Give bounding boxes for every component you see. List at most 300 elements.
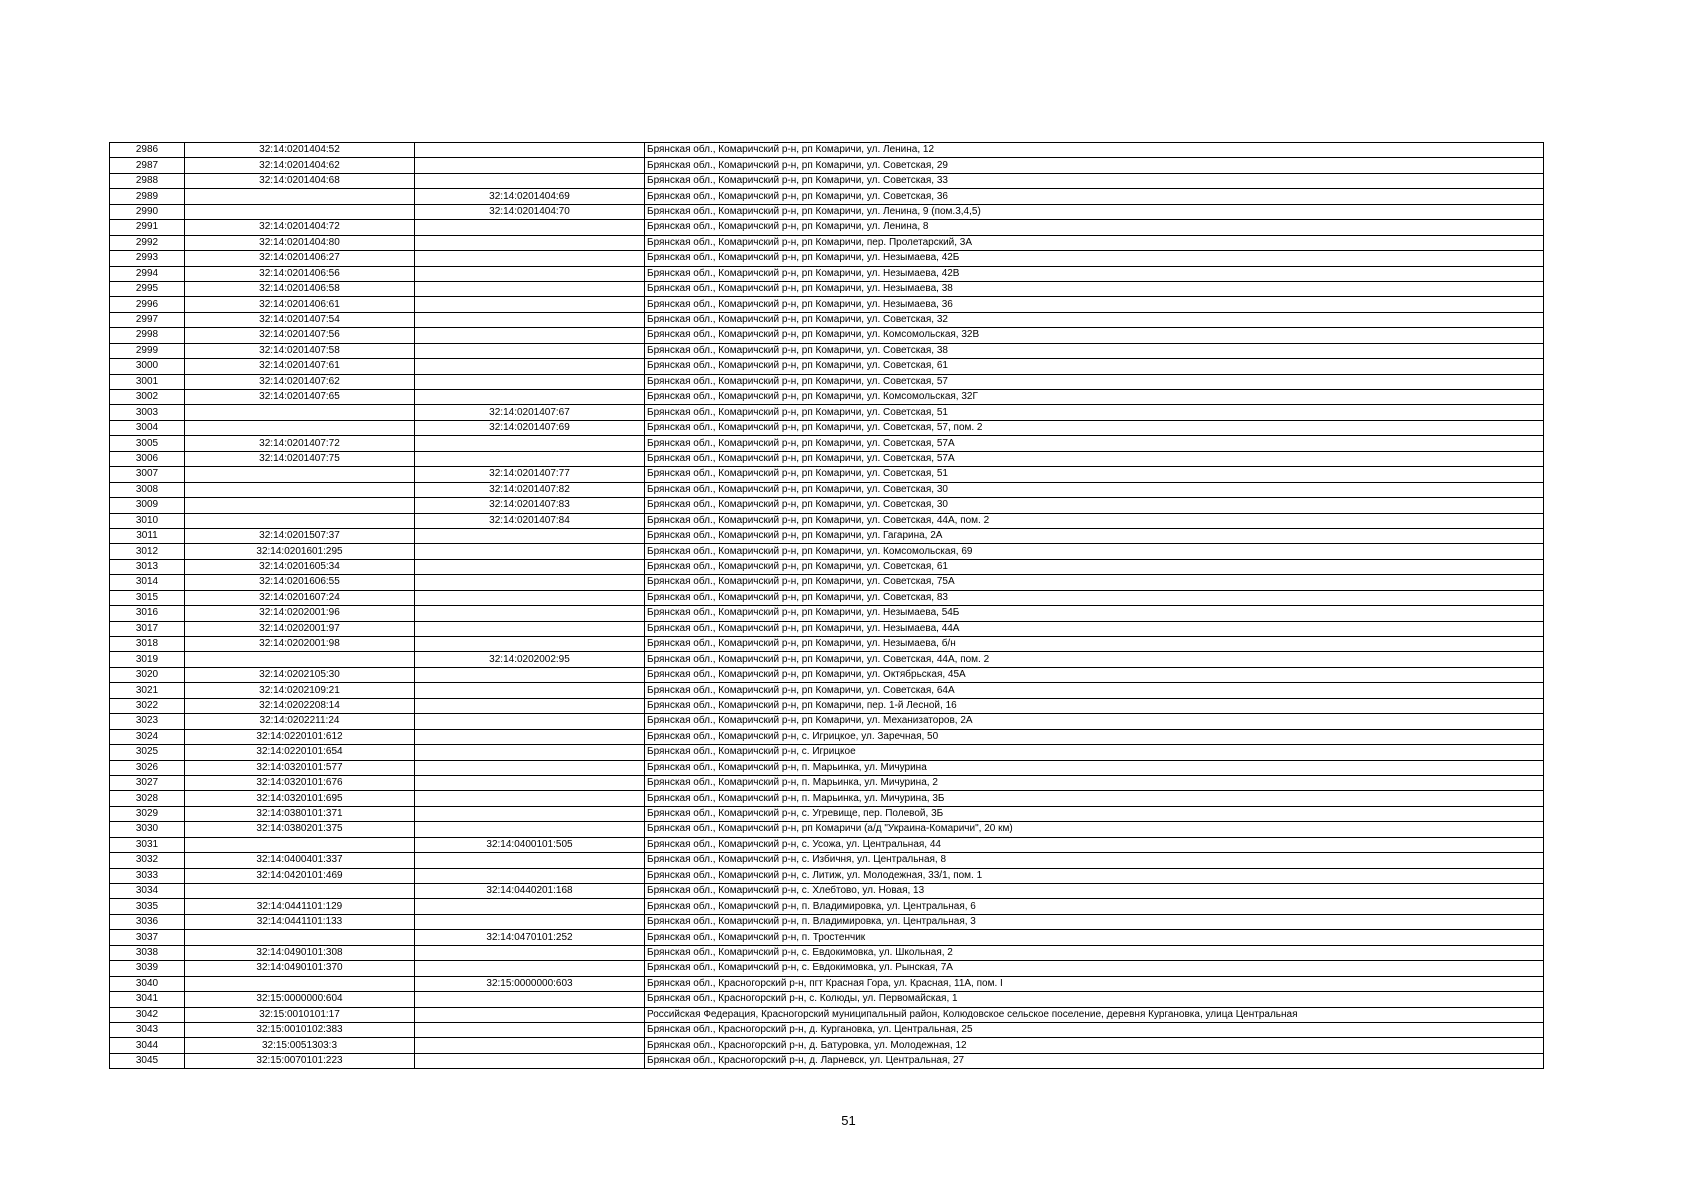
- table-row: [110, 281, 1544, 296]
- address-cell: Брянская обл., Комаричский р-н, рп Комаричи, ул. Незымаева, 54Б: [645, 606, 1544, 621]
- cadastral-number-alt-cell: 32:14:0201407:84: [415, 513, 645, 528]
- table-row: [110, 837, 1544, 852]
- address-cell: Брянская обл., Комаричский р-н, рп Комаричи, ул. Комсомольская, 69: [645, 544, 1544, 559]
- table-row: [110, 482, 1544, 497]
- cadastral-number-cell: 32:14:0201407:62: [185, 374, 415, 389]
- cadastral-number-alt-cell: [415, 945, 645, 960]
- cadastral-number-alt-cell: [415, 1038, 645, 1053]
- row-number-cell: 3015: [110, 590, 185, 605]
- cadastral-number-alt-cell: [415, 853, 645, 868]
- address-cell: Брянская обл., Комаричский р-н, рп Комаричи, ул. Советская, 57А: [645, 436, 1544, 451]
- cadastral-number-cell: [185, 420, 415, 435]
- table-row: [110, 204, 1544, 219]
- cadastral-number-alt-cell: [415, 575, 645, 590]
- address-cell: Брянская обл., Комаричский р-н, рп Комаричи, ул. Советская, 32: [645, 312, 1544, 327]
- address-cell: Брянская обл., Красногорский р-н, пгт Красная Гора, ул. Красная, 11А, пом. I: [645, 976, 1544, 991]
- cadastral-number-alt-cell: [415, 961, 645, 976]
- row-number-cell: 3036: [110, 914, 185, 929]
- cadastral-number-cell: 32:14:0201407:65: [185, 390, 415, 405]
- table-row: [110, 729, 1544, 744]
- cadastral-number-cell: 32:14:0201605:34: [185, 559, 415, 574]
- cadastral-number-alt-cell: 32:14:0201404:69: [415, 189, 645, 204]
- cadastral-number-cell: 32:14:0201404:68: [185, 173, 415, 188]
- table-row: [110, 158, 1544, 173]
- cadastral-number-cell: 32:14:0380101:371: [185, 806, 415, 821]
- cadastral-number-cell: 32:15:0010102:383: [185, 1022, 415, 1037]
- row-number-cell: 3023: [110, 714, 185, 729]
- cadastral-number-cell: 32:14:0201404:72: [185, 220, 415, 235]
- row-number-cell: 3019: [110, 652, 185, 667]
- cadastral-number-alt-cell: [415, 297, 645, 312]
- cadastral-number-cell: [185, 652, 415, 667]
- table-row: [110, 745, 1544, 760]
- address-cell: Брянская обл., Комаричский р-н, рп Комаричи, ул. Советская, 44А, пом. 2: [645, 513, 1544, 528]
- row-number-cell: 3004: [110, 420, 185, 435]
- table-row: [110, 297, 1544, 312]
- cadastral-number-cell: 32:14:0201606:55: [185, 575, 415, 590]
- cadastral-number-cell: [185, 482, 415, 497]
- cadastral-number-cell: 32:14:0441101:133: [185, 914, 415, 929]
- row-number-cell: 3043: [110, 1022, 185, 1037]
- cadastral-number-alt-cell: 32:14:0201407:77: [415, 467, 645, 482]
- table-row: [110, 652, 1544, 667]
- row-number-cell: 3040: [110, 976, 185, 991]
- address-cell: Брянская обл., Комаричский р-н, рп Комаричи, ул. Советская, 64А: [645, 683, 1544, 698]
- cadastral-number-cell: 32:14:0201407:56: [185, 328, 415, 343]
- table-row: [110, 853, 1544, 868]
- row-number-cell: 3045: [110, 1053, 185, 1068]
- table-row: [110, 806, 1544, 821]
- row-number-cell: 3038: [110, 945, 185, 960]
- cadastral-number-cell: 32:14:0201406:61: [185, 297, 415, 312]
- row-number-cell: 2994: [110, 266, 185, 281]
- cadastral-number-alt-cell: [415, 374, 645, 389]
- cadastral-number-alt-cell: [415, 1022, 645, 1037]
- address-cell: Брянская обл., Комаричский р-н, рп Комаричи, ул. Ленина, 8: [645, 220, 1544, 235]
- address-cell: Брянская обл., Комаричский р-н, рп Комаричи, ул. Незымаева, 42В: [645, 266, 1544, 281]
- address-cell: Брянская обл., Комаричский р-н, рп Комаричи, ул. Советская, 51: [645, 405, 1544, 420]
- address-cell: Брянская обл., Комаричский р-н, рп Комаричи, ул. Механизаторов, 2А: [645, 714, 1544, 729]
- address-cell: Брянская обл., Комаричский р-н, с. Избичня, ул. Центральная, 8: [645, 853, 1544, 868]
- address-cell: Брянская обл., Комаричский р-н, с. Игрицкое: [645, 745, 1544, 760]
- row-number-cell: 3044: [110, 1038, 185, 1053]
- address-cell: Брянская обл., Комаричский р-н, с. Евдокимовка, ул. Школьная, 2: [645, 945, 1544, 960]
- address-cell: Брянская обл., Комаричский р-н, рп Комаричи, ул. Гагарина, 2А: [645, 528, 1544, 543]
- address-cell: Брянская обл., Комаричский р-н, с. Хлебтово, ул. Новая, 13: [645, 884, 1544, 899]
- table-row: [110, 930, 1544, 945]
- row-number-cell: 3011: [110, 528, 185, 543]
- row-number-cell: 3031: [110, 837, 185, 852]
- row-number-cell: 2992: [110, 235, 185, 250]
- cadastral-number-alt-cell: [415, 822, 645, 837]
- address-cell: Брянская обл., Комаричский р-н, рп Комаричи, ул. Советская, 57А: [645, 451, 1544, 466]
- cadastral-number-cell: [185, 930, 415, 945]
- cadastral-number-cell: 32:15:0000000:604: [185, 992, 415, 1007]
- address-cell: Брянская обл., Комаричский р-н, рп Комаричи, пер. Пролетарский, 3А: [645, 235, 1544, 250]
- address-cell: Брянская обл., Комаричский р-н, рп Комаричи, ул. Незымаева, 44А: [645, 621, 1544, 636]
- address-cell: Брянская обл., Комаричский р-н, рп Комаричи, ул. Октябрьская, 45А: [645, 667, 1544, 682]
- address-cell: Брянская обл., Комаричский р-н, рп Комаричи, ул. Комсомольская, 32Г: [645, 390, 1544, 405]
- table-row: [110, 606, 1544, 621]
- cadastral-number-cell: [185, 498, 415, 513]
- row-number-cell: 3035: [110, 899, 185, 914]
- address-cell: Брянская обл., Комаричский р-н, с. Угревище, пер. Полевой, 3Б: [645, 806, 1544, 821]
- row-number-cell: 3016: [110, 606, 185, 621]
- cadastral-number-alt-cell: 32:14:0201407:69: [415, 420, 645, 435]
- cadastral-number-alt-cell: [415, 528, 645, 543]
- cadastral-number-cell: 32:14:0201407:75: [185, 451, 415, 466]
- cadastral-number-cell: 32:14:0201406:58: [185, 281, 415, 296]
- address-cell: Брянская обл., Комаричский р-н, рп Комаричи, ул. Советская, 51: [645, 467, 1544, 482]
- address-cell: Брянская обл., Красногорский р-н, д. Ларневск, ул. Центральная, 27: [645, 1053, 1544, 1068]
- cadastral-number-alt-cell: 32:15:0000000:603: [415, 976, 645, 991]
- table-row: [110, 822, 1544, 837]
- row-number-cell: 3034: [110, 884, 185, 899]
- cadastral-number-alt-cell: 32:14:0201407:82: [415, 482, 645, 497]
- table-row: [110, 667, 1544, 682]
- table-row: [110, 467, 1544, 482]
- cadastral-number-cell: 32:14:0201407:54: [185, 312, 415, 327]
- cadastral-number-cell: 32:14:0202109:21: [185, 683, 415, 698]
- address-cell: Брянская обл., Комаричский р-н, п. Марьинка, ул. Мичурина, 2: [645, 775, 1544, 790]
- row-number-cell: 3008: [110, 482, 185, 497]
- address-cell: Брянская обл., Комаричский р-н, с. Литиж, ул. Молодежная, 33/1, пом. 1: [645, 868, 1544, 883]
- address-cell: Брянская обл., Комаричский р-н, рп Комаричи, ул. Незымаева, 42Б: [645, 251, 1544, 266]
- cadastral-number-cell: 32:14:0202208:14: [185, 698, 415, 713]
- address-cell: Брянская обл., Комаричский р-н, рп Комаричи, ул. Советская, 61: [645, 559, 1544, 574]
- cadastral-number-alt-cell: [415, 544, 645, 559]
- cadastral-number-cell: 32:15:0010101:17: [185, 1007, 415, 1022]
- cadastral-number-cell: [185, 976, 415, 991]
- address-cell: Брянская обл., Комаричский р-н, рп Комаричи, ул. Советская, 57, пом. 2: [645, 420, 1544, 435]
- table-row: [110, 451, 1544, 466]
- cadastral-number-alt-cell: [415, 173, 645, 188]
- cadastral-number-cell: [185, 405, 415, 420]
- table-row: [110, 760, 1544, 775]
- table-row: [110, 775, 1544, 790]
- address-cell: Брянская обл., Комаричский р-н, рп Комаричи, ул. Советская, 30: [645, 482, 1544, 497]
- cadastral-number-alt-cell: [415, 621, 645, 636]
- table-row: [110, 498, 1544, 513]
- cadastral-number-cell: 32:14:0201406:56: [185, 266, 415, 281]
- cadastral-number-cell: 32:14:0202001:98: [185, 637, 415, 652]
- row-number-cell: 3039: [110, 961, 185, 976]
- row-number-cell: 3012: [110, 544, 185, 559]
- table-row: [110, 220, 1544, 235]
- table-row: [110, 698, 1544, 713]
- cadastral-number-cell: 32:15:0051303:3: [185, 1038, 415, 1053]
- table-row: [110, 235, 1544, 250]
- table-row: [110, 420, 1544, 435]
- row-number-cell: 3021: [110, 683, 185, 698]
- cadastral-number-cell: 32:14:0490101:308: [185, 945, 415, 960]
- table-row: [110, 621, 1544, 636]
- row-number-cell: 3041: [110, 992, 185, 1007]
- cadastral-number-alt-cell: [415, 312, 645, 327]
- cadastral-number-cell: 32:14:0202001:97: [185, 621, 415, 636]
- cadastral-number-alt-cell: [415, 868, 645, 883]
- cadastral-number-alt-cell: [415, 714, 645, 729]
- row-number-cell: 3028: [110, 791, 185, 806]
- address-cell: Брянская обл., Красногорский р-н, с. Колюды, ул. Первомайская, 1: [645, 992, 1544, 1007]
- row-number-cell: 2998: [110, 328, 185, 343]
- cadastral-number-cell: 32:14:0201601:295: [185, 544, 415, 559]
- address-cell: Брянская обл., Комаричский р-н, рп Комаричи, пер. 1-й Лесной, 16: [645, 698, 1544, 713]
- cadastral-number-alt-cell: [415, 235, 645, 250]
- cadastral-number-cell: [185, 204, 415, 219]
- cadastral-number-cell: 32:14:0220101:654: [185, 745, 415, 760]
- cadastral-number-cell: 32:14:0441101:129: [185, 899, 415, 914]
- row-number-cell: 3029: [110, 806, 185, 821]
- table-row: [110, 1038, 1544, 1053]
- table-row: [110, 390, 1544, 405]
- cadastral-number-cell: 32:14:0201607:24: [185, 590, 415, 605]
- cadastral-number-alt-cell: [415, 158, 645, 173]
- row-number-cell: 3009: [110, 498, 185, 513]
- row-number-cell: 2991: [110, 220, 185, 235]
- address-cell: Брянская обл., Комаричский р-н, п. Марьинка, ул. Мичурина, 3Б: [645, 791, 1544, 806]
- address-cell: Брянская обл., Комаричский р-н, рп Комаричи, ул. Советская, 44А, пом. 2: [645, 652, 1544, 667]
- row-number-cell: 3001: [110, 374, 185, 389]
- row-number-cell: 3033: [110, 868, 185, 883]
- row-number-cell: 3005: [110, 436, 185, 451]
- row-number-cell: 2996: [110, 297, 185, 312]
- cadastral-number-alt-cell: 32:14:0202002:95: [415, 652, 645, 667]
- table-row: [110, 575, 1544, 590]
- table-row: [110, 976, 1544, 991]
- cadastral-number-cell: 32:14:0202211:24: [185, 714, 415, 729]
- cadastral-number-alt-cell: 32:14:0470101:252: [415, 930, 645, 945]
- row-number-cell: 2989: [110, 189, 185, 204]
- cadastral-number-cell: 32:14:0201404:80: [185, 235, 415, 250]
- cadastral-number-alt-cell: [415, 806, 645, 821]
- cadastral-number-alt-cell: [415, 606, 645, 621]
- address-cell: Брянская обл., Комаричский р-н, рп Комаричи, ул. Советская, 38: [645, 343, 1544, 358]
- cadastral-number-alt-cell: [415, 451, 645, 466]
- row-number-cell: 3000: [110, 359, 185, 374]
- address-cell: Брянская обл., Комаричский р-н, рп Комаричи, ул. Незымаева, 38: [645, 281, 1544, 296]
- table-row: [110, 945, 1544, 960]
- table-row: [110, 544, 1544, 559]
- table-row: [110, 374, 1544, 389]
- cadastral-number-alt-cell: [415, 914, 645, 929]
- cadastral-number-cell: 32:14:0202105:30: [185, 667, 415, 682]
- cadastral-number-cell: 32:14:0400401:337: [185, 853, 415, 868]
- cadastral-number-alt-cell: [415, 698, 645, 713]
- row-number-cell: 3026: [110, 760, 185, 775]
- address-cell: Российская Федерация, Красногорский муниципальный район, Колюдовское сельское поселение, деревня Кургановка, улица Центральная: [645, 1007, 1544, 1022]
- table-row: [110, 1022, 1544, 1037]
- page-number: 51: [841, 1113, 856, 1128]
- table-row: [110, 328, 1544, 343]
- row-number-cell: 3003: [110, 405, 185, 420]
- row-number-cell: 3027: [110, 775, 185, 790]
- cadastral-number-cell: 32:14:0201404:52: [185, 143, 415, 158]
- table-row: [110, 961, 1544, 976]
- table-row: [110, 914, 1544, 929]
- row-number-cell: 3002: [110, 390, 185, 405]
- address-cell: Брянская обл., Комаричский р-н, рп Комаричи, ул. Советская, 36: [645, 189, 1544, 204]
- address-cell: Брянская обл., Комаричский р-н, рп Комаричи, ул. Советская, 33: [645, 173, 1544, 188]
- table-row: [110, 251, 1544, 266]
- row-number-cell: 3042: [110, 1007, 185, 1022]
- address-cell: Брянская обл., Комаричский р-н, рп Комаричи, ул. Ленина, 9 (пом.3,4,5): [645, 204, 1544, 219]
- address-cell: Брянская обл., Комаричский р-н, п. Тростенчик: [645, 930, 1544, 945]
- cadastral-number-alt-cell: [415, 220, 645, 235]
- row-number-cell: 3018: [110, 637, 185, 652]
- address-cell: Брянская обл., Комаричский р-н, рп Комаричи, ул. Советская, 29: [645, 158, 1544, 173]
- table-row: [110, 992, 1544, 1007]
- cadastral-number-alt-cell: [415, 683, 645, 698]
- cadastral-number-alt-cell: [415, 637, 645, 652]
- cadastral-number-cell: 32:14:0201507:37: [185, 528, 415, 543]
- table-row: [110, 1007, 1544, 1022]
- cadastral-number-alt-cell: [415, 343, 645, 358]
- registry-table-body: [110, 143, 1544, 1069]
- cadastral-number-alt-cell: [415, 745, 645, 760]
- cadastral-number-alt-cell: [415, 760, 645, 775]
- row-number-cell: 3024: [110, 729, 185, 744]
- address-cell: Брянская обл., Комаричский р-н, с. Усожа, ул. Центральная, 44: [645, 837, 1544, 852]
- address-cell: Брянская обл., Комаричский р-н, рп Комаричи, ул. Советская, 57: [645, 374, 1544, 389]
- cadastral-number-cell: 32:14:0420101:469: [185, 868, 415, 883]
- row-number-cell: 3032: [110, 853, 185, 868]
- address-cell: Брянская обл., Комаричский р-н, с. Игрицкое, ул. Заречная, 50: [645, 729, 1544, 744]
- registry-table: [109, 142, 1544, 1069]
- cadastral-number-alt-cell: [415, 251, 645, 266]
- address-cell: Брянская обл., Комаричский р-н, п. Владимировка, ул. Центральная, 3: [645, 914, 1544, 929]
- table-row: [110, 312, 1544, 327]
- table-row: [110, 405, 1544, 420]
- row-number-cell: 3025: [110, 745, 185, 760]
- table-row: [110, 173, 1544, 188]
- table-row: [110, 637, 1544, 652]
- cadastral-number-cell: 32:14:0201406:27: [185, 251, 415, 266]
- cadastral-number-cell: [185, 513, 415, 528]
- address-cell: Брянская обл., Комаричский р-н, рп Комаричи, ул. Советская, 75А: [645, 575, 1544, 590]
- row-number-cell: 3037: [110, 930, 185, 945]
- cadastral-number-cell: [185, 467, 415, 482]
- cadastral-number-alt-cell: 32:14:0400101:505: [415, 837, 645, 852]
- address-cell: Брянская обл., Комаричский р-н, рп Комаричи, ул. Незымаева, 36: [645, 297, 1544, 312]
- cadastral-number-alt-cell: [415, 1053, 645, 1068]
- row-number-cell: 3010: [110, 513, 185, 528]
- cadastral-number-alt-cell: [415, 328, 645, 343]
- address-cell: Брянская обл., Комаричский р-н, рп Комаричи, ул. Советская, 30: [645, 498, 1544, 513]
- address-cell: Брянская обл., Комаричский р-н, рп Комаричи, ул. Комсомольская, 32В: [645, 328, 1544, 343]
- table-row: [110, 714, 1544, 729]
- row-number-cell: 3017: [110, 621, 185, 636]
- row-number-cell: 2997: [110, 312, 185, 327]
- cadastral-number-alt-cell: [415, 436, 645, 451]
- address-cell: Брянская обл., Комаричский р-н, п. Марьинка, ул. Мичурина: [645, 760, 1544, 775]
- table-row: [110, 791, 1544, 806]
- row-number-cell: 2990: [110, 204, 185, 219]
- address-cell: Брянская обл., Комаричский р-н, рп Комаричи, ул. Советская, 83: [645, 590, 1544, 605]
- row-number-cell: 3014: [110, 575, 185, 590]
- cadastral-number-cell: 32:14:0380201:375: [185, 822, 415, 837]
- table-row: [110, 436, 1544, 451]
- row-number-cell: 2987: [110, 158, 185, 173]
- address-cell: Брянская обл., Комаричский р-н, рп Комаричи, ул. Незымаева, б/н: [645, 637, 1544, 652]
- row-number-cell: 3030: [110, 822, 185, 837]
- address-cell: Брянская обл., Комаричский р-н, рп Комаричи, ул. Советская, 61: [645, 359, 1544, 374]
- cadastral-number-alt-cell: [415, 791, 645, 806]
- row-number-cell: 2999: [110, 343, 185, 358]
- cadastral-number-cell: 32:14:0201404:62: [185, 158, 415, 173]
- cadastral-number-cell: [185, 884, 415, 899]
- cadastral-number-alt-cell: 32:14:0201404:70: [415, 204, 645, 219]
- cadastral-number-alt-cell: [415, 729, 645, 744]
- cadastral-number-alt-cell: [415, 359, 645, 374]
- cadastral-number-cell: [185, 189, 415, 204]
- cadastral-number-cell: 32:14:0201407:61: [185, 359, 415, 374]
- cadastral-number-cell: 32:14:0201407:72: [185, 436, 415, 451]
- cadastral-number-alt-cell: 32:14:0201407:83: [415, 498, 645, 513]
- cadastral-number-alt-cell: [415, 1007, 645, 1022]
- table-row: [110, 683, 1544, 698]
- table-row: [110, 1053, 1544, 1068]
- cadastral-number-cell: [185, 837, 415, 852]
- cadastral-number-cell: 32:14:0320101:577: [185, 760, 415, 775]
- row-number-cell: 2986: [110, 143, 185, 158]
- cadastral-number-alt-cell: [415, 143, 645, 158]
- cadastral-number-alt-cell: [415, 390, 645, 405]
- cadastral-number-cell: 32:14:0320101:695: [185, 791, 415, 806]
- row-number-cell: 2988: [110, 173, 185, 188]
- table-row: [110, 559, 1544, 574]
- address-cell: Брянская обл., Комаричский р-н, рп Комаричи (а/д "Украина-Комаричи", 20 км): [645, 822, 1544, 837]
- cadastral-number-alt-cell: 32:14:0440201:168: [415, 884, 645, 899]
- address-cell: Брянская обл., Красногорский р-н, д. Кургановка, ул. Центральная, 25: [645, 1022, 1544, 1037]
- table-row: [110, 189, 1544, 204]
- cadastral-number-cell: 32:15:0070101:223: [185, 1053, 415, 1068]
- cadastral-number-cell: 32:14:0201407:58: [185, 343, 415, 358]
- cadastral-number-cell: 32:14:0202001:96: [185, 606, 415, 621]
- cadastral-number-alt-cell: [415, 775, 645, 790]
- row-number-cell: 3022: [110, 698, 185, 713]
- cadastral-number-alt-cell: [415, 559, 645, 574]
- table-row: [110, 513, 1544, 528]
- table-row: [110, 899, 1544, 914]
- cadastral-number-alt-cell: [415, 992, 645, 1007]
- address-cell: Брянская обл., Комаричский р-н, с. Евдокимовка, ул. Рынская, 7А: [645, 961, 1544, 976]
- row-number-cell: 3020: [110, 667, 185, 682]
- address-cell: Брянская обл., Комаричский р-н, п. Владимировка, ул. Центральная, 6: [645, 899, 1544, 914]
- table-row: [110, 590, 1544, 605]
- row-number-cell: 3006: [110, 451, 185, 466]
- cadastral-number-cell: 32:14:0490101:370: [185, 961, 415, 976]
- cadastral-number-alt-cell: [415, 899, 645, 914]
- row-number-cell: 3013: [110, 559, 185, 574]
- table-row: [110, 884, 1544, 899]
- table-row: [110, 528, 1544, 543]
- table-row: [110, 266, 1544, 281]
- cadastral-number-alt-cell: [415, 266, 645, 281]
- table-row: [110, 143, 1544, 158]
- row-number-cell: 3007: [110, 467, 185, 482]
- cadastral-number-alt-cell: 32:14:0201407:67: [415, 405, 645, 420]
- address-cell: Брянская обл., Комаричский р-н, рп Комаричи, ул. Ленина, 12: [645, 143, 1544, 158]
- table-row: [110, 343, 1544, 358]
- cadastral-number-alt-cell: [415, 590, 645, 605]
- cadastral-number-alt-cell: [415, 281, 645, 296]
- cadastral-number-cell: 32:14:0320101:676: [185, 775, 415, 790]
- cadastral-number-alt-cell: [415, 667, 645, 682]
- table-row: [110, 359, 1544, 374]
- row-number-cell: 2993: [110, 251, 185, 266]
- address-cell: Брянская обл., Красногорский р-н, д. Батуровка, ул. Молодежная, 12: [645, 1038, 1544, 1053]
